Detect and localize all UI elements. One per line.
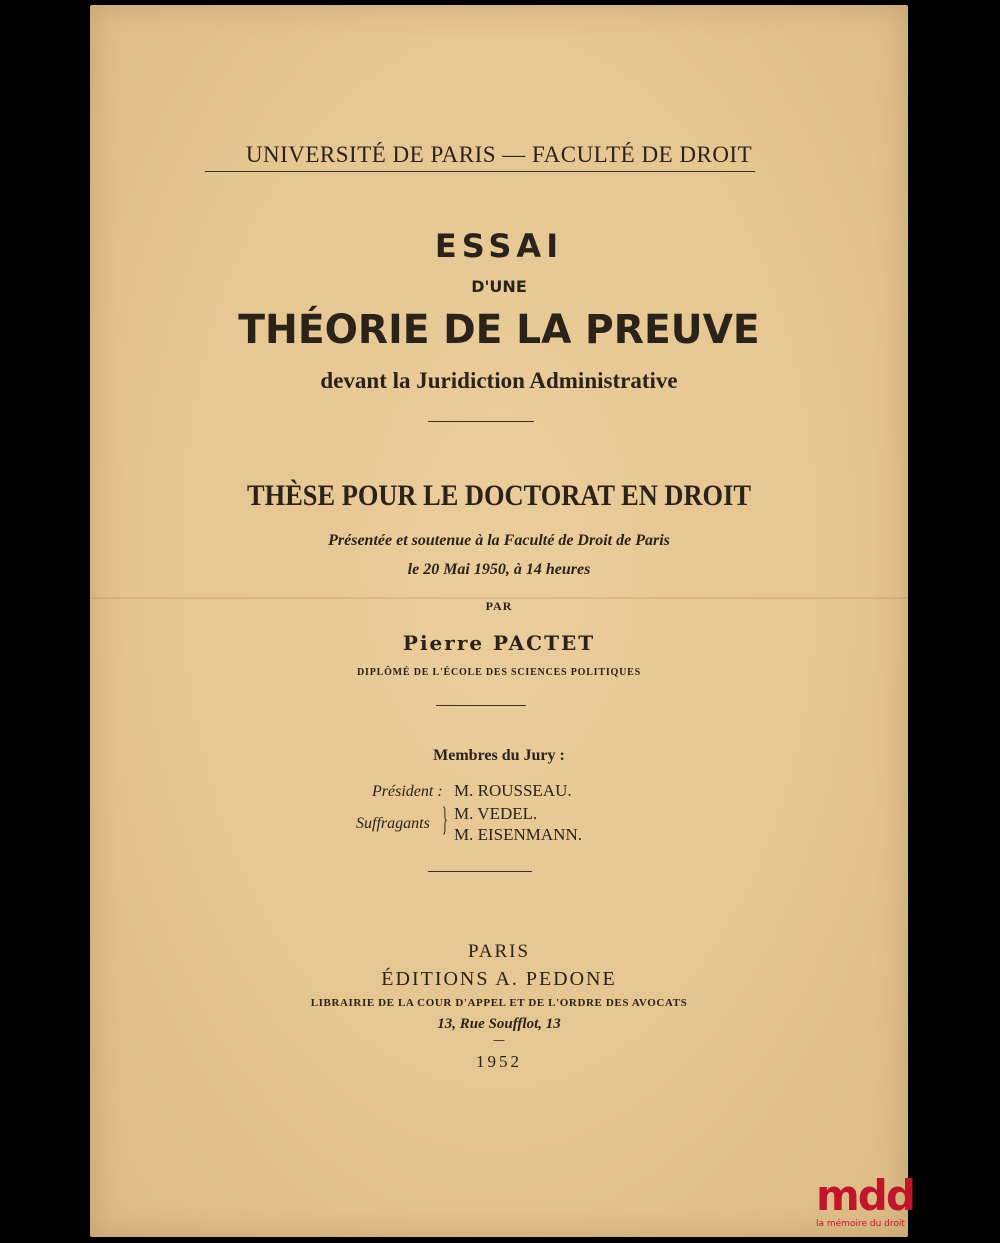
jury-brace: }	[442, 801, 448, 838]
author-diploma: DIPLÔMÉ DE L'ÉCOLE DES SCIENCES POLITIQUES	[357, 667, 641, 678]
publisher-dash: —	[493, 1033, 505, 1047]
jury-president-label: Président :	[372, 783, 443, 800]
publisher-librairie: LIBRAIRIE DE LA COUR D'APPEL ET DE L'ORDRE DES AVOCATS	[310, 997, 688, 1009]
thesis-date: le 20 Mai 1950, à 14 heures	[407, 561, 591, 578]
par-label: PAR	[485, 599, 513, 613]
header-underline	[205, 171, 755, 172]
mdd-logo-mark: mdd	[816, 1171, 914, 1220]
university-header: UNIVERSITÉ DE PARIS — FACULTÉ DE DROIT	[245, 142, 753, 167]
publisher-address: 13, Rue Soufflot, 13	[437, 1016, 561, 1032]
book-cover-page	[90, 5, 908, 1237]
jury-heading: Membres du Jury :	[433, 747, 565, 764]
publisher-name: ÉDITIONS A. PEDONE	[381, 968, 617, 990]
divider-1	[428, 421, 534, 422]
title-essai: ESSAI	[434, 227, 564, 265]
jury-suffragant-2: M. EISENMANN.	[454, 825, 582, 844]
divider-2	[436, 705, 526, 706]
divider-3	[428, 871, 532, 872]
author-name: Pierre PACTET	[402, 631, 596, 655]
thesis-heading: THÈSE POUR LE DOCTORAT EN DROIT	[247, 479, 751, 512]
jury-suffragants-label: Suffragants	[356, 815, 430, 832]
thesis-presented: Présentée et soutenue à la Faculté de Droit de Paris	[328, 532, 670, 549]
title-dune: D'UNE	[471, 277, 527, 296]
jury-suffragant-1: M. VEDEL.	[454, 804, 538, 823]
title-subtitle: devant la Juridiction Administrative	[320, 368, 678, 393]
mdd-watermark-logo	[816, 1171, 916, 1243]
jury-president: M. ROUSSEAU.	[454, 781, 572, 800]
main-title: THÉORIE DE LA PREUVE	[238, 307, 760, 353]
mdd-logo-tagline: la mémoire du droit	[816, 1219, 905, 1229]
publication-year: 1952	[476, 1052, 522, 1071]
publisher-city: PARIS	[467, 941, 531, 962]
